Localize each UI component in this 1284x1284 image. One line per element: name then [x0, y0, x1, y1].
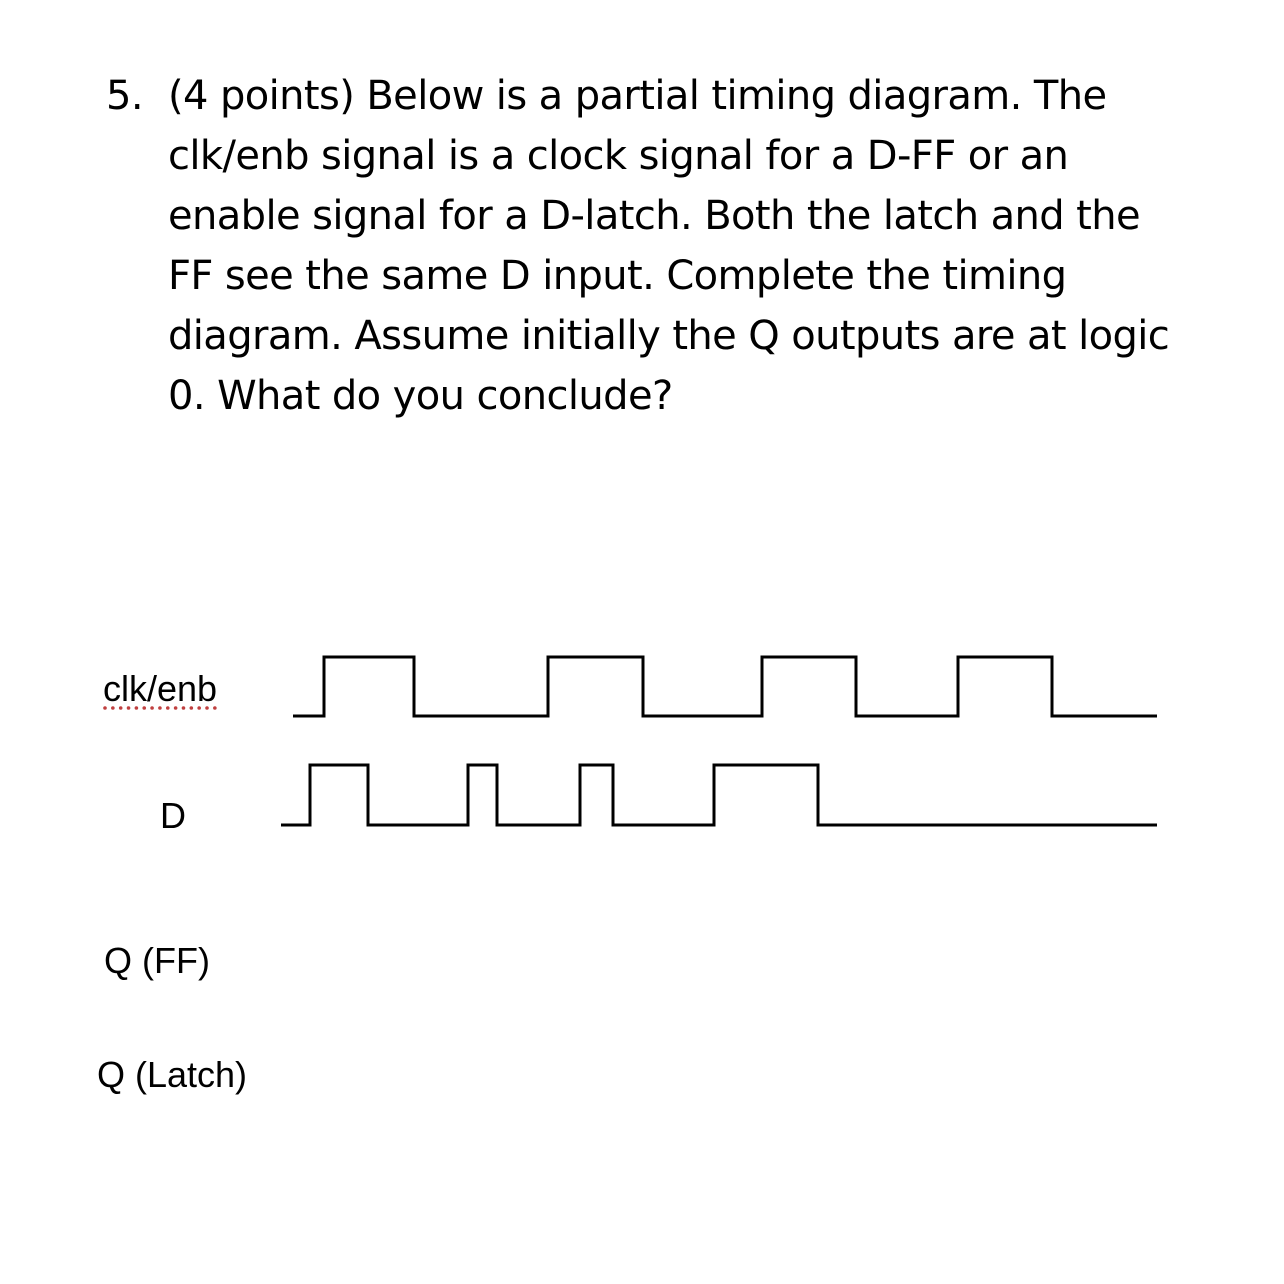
signal-label-clk-enb: clk/enb	[103, 668, 218, 709]
signal-label-d: D	[160, 795, 186, 836]
waveform-d	[281, 765, 1157, 825]
signal-label-q-ff: Q (FF)	[104, 940, 210, 981]
signal-label-q-latch: Q (Latch)	[97, 1054, 248, 1095]
question-line: (4 points) Below is a partial timing diagram. The	[168, 73, 1107, 119]
question-line: diagram. Assume initially the Q outputs are at logic	[168, 313, 1170, 359]
question-line: enable signal for a D-latch. Both the latch and the	[168, 193, 1140, 239]
question-line: 0. What do you conclude?	[168, 373, 673, 419]
question-line: clk/enb signal is a clock signal for a D-FF or an	[168, 133, 1069, 179]
question-line: FF see the same D input. Complete the timing	[168, 253, 1067, 299]
question-number: 5.	[106, 73, 143, 119]
waveform-clk-enb	[293, 657, 1157, 716]
